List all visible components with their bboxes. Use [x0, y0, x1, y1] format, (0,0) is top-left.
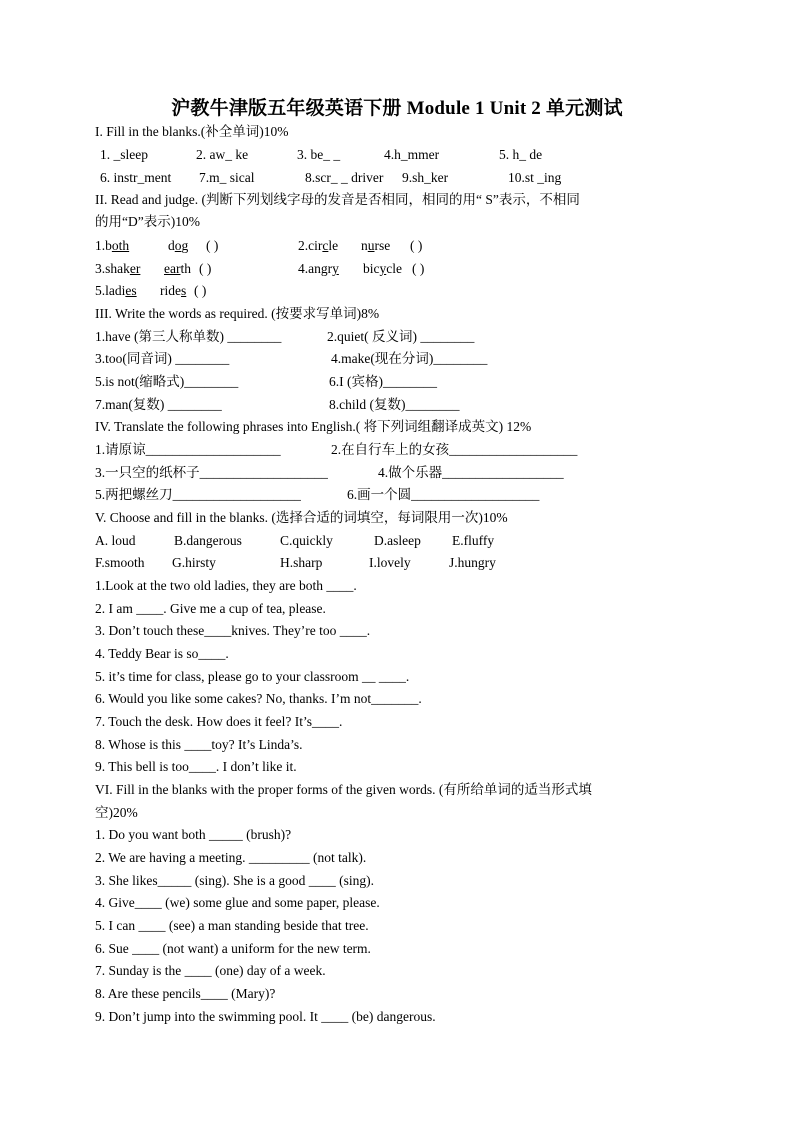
- s5-question: 8. Whose is this ____toy? It’s Linda’s.: [95, 737, 303, 752]
- s3-item: 5.is not(缩略式)________: [95, 374, 239, 389]
- s5-question: 5. it’s time for class, please go to your classroom __ ____.: [95, 669, 410, 684]
- s5-option: A. loud: [95, 533, 136, 548]
- s6-question: 9. Don’t jump into the swimming pool. It ____ (be) dangerous.: [95, 1009, 436, 1024]
- s5-option: G.hirsty: [172, 555, 216, 570]
- s5-option: H.sharp: [280, 555, 323, 570]
- s2-item-answer: ( ): [412, 261, 425, 276]
- section-5-heading: V. Choose and fill in the blanks. (选择合适的词填空，每词限用一次)10%: [95, 510, 508, 525]
- s1-item: 1. _sleep: [100, 147, 148, 162]
- s3-item: 3.too(同音词) ________: [95, 351, 230, 366]
- s4-item: 1.请原谅____________________: [95, 442, 281, 457]
- s1-item: 2. aw_ ke: [196, 147, 249, 162]
- s1-item: 7.m_ sical: [199, 170, 255, 185]
- s4-item: 2.在自行车上的女孩___________________: [331, 442, 578, 457]
- s2-item-word2: dog: [168, 238, 189, 253]
- section-2-heading: II. Read and judge. (判断下列划线字母的发音是否相同，相同的用“ S”表示，不相同: [95, 192, 580, 207]
- s6-question: 3. She likes_____ (sing). She is a good ____ (sing).: [95, 873, 374, 888]
- s5-option: E.fluffy: [452, 533, 495, 548]
- s2-item-word1: 4.angry: [298, 261, 339, 276]
- s4-item: 5.两把螺丝刀___________________: [95, 487, 301, 502]
- s2-item-word1: 3.shaker: [95, 261, 141, 276]
- s6-question: 2. We are having a meeting. _________ (not talk).: [95, 850, 367, 865]
- s5-option: B.dangerous: [174, 533, 242, 548]
- s2-item-answer: ( ): [206, 238, 219, 253]
- section-3-heading: III. Write the words as required. (按要求写单词)8%: [95, 306, 380, 321]
- s5-question: 2. I am ____. Give me a cup of tea, please.: [95, 601, 326, 616]
- s1-item: 5. h_ de: [499, 147, 543, 162]
- s2-item-answer: ( ): [410, 238, 423, 253]
- s1-item: 6. instr_ment: [100, 170, 172, 185]
- s4-item: 3.一只空的纸杯子___________________: [95, 465, 328, 480]
- s6-question: 6. Sue ____ (not want) a uniform for the new term.: [95, 941, 371, 956]
- s6-question: 5. I can ____ (see) a man standing beside that tree.: [95, 918, 369, 933]
- s4-item: 6.画一个圆___________________: [347, 487, 540, 502]
- s1-item: 9.sh_ker: [402, 170, 449, 185]
- s1-item: 10.st _ing: [508, 170, 562, 185]
- s5-option: C.quickly: [280, 533, 333, 548]
- s5-question: 1.Look at the two old ladies, they are both ____.: [95, 578, 357, 593]
- s6-question: 7. Sunday is the ____ (one) day of a week.: [95, 963, 326, 978]
- s5-option: J.hungry: [449, 555, 496, 570]
- s3-item: 2.quiet( 反义词) ________: [327, 329, 475, 344]
- s2-item-word2: nurse: [361, 238, 391, 253]
- s1-item: 4.h_mmer: [384, 147, 440, 162]
- section-2-heading-cont: 的用“D”表示)10%: [95, 214, 200, 229]
- s2-item-word2: bicycle: [363, 261, 402, 276]
- s2-item-word1: 2.circle: [298, 238, 339, 253]
- s2-item-answer: ( ): [199, 261, 212, 276]
- s3-item: 8.child (复数)________: [329, 397, 460, 412]
- s1-item: 3. be_ _: [297, 147, 341, 162]
- s3-item: 7.man(复数) ________: [95, 397, 222, 412]
- section-1-heading: I. Fill in the blanks.(补全单词)10%: [95, 124, 289, 139]
- s3-item: 1.have (第三人称单数) ________: [95, 329, 282, 344]
- s6-question: 4. Give____ (we) some glue and some paper, please.: [95, 895, 380, 910]
- s5-question: 9. This bell is too____. I don’t like it.: [95, 759, 297, 774]
- s1-item: 8.scr_ _ driver: [305, 170, 384, 185]
- s5-option: D.asleep: [374, 533, 421, 548]
- section-4-heading: IV. Translate the following phrases into English.( 将下列词组翻译成英文) 12%: [95, 419, 532, 434]
- section-6-heading: VI. Fill in the blanks with the proper forms of the given words. (有所给单词的适当形式填: [95, 782, 592, 797]
- s5-question: 6. Would you like some cakes? No, thanks. I’m not_______.: [95, 691, 422, 706]
- page-title: 沪教牛津版五年级英语下册 Module 1 Unit 2 单元测试: [171, 98, 623, 119]
- s5-question: 3. Don’t touch these____knives. They’re too ____.: [95, 623, 371, 638]
- s5-question: 4. Teddy Bear is so____.: [95, 646, 229, 661]
- s4-item: 4.做个乐器__________________: [378, 465, 564, 480]
- s5-question: 7. Touch the desk. How does it feel? It’s____.: [95, 714, 343, 729]
- s5-option: I.lovely: [369, 555, 411, 570]
- s2-item-word2: rides: [160, 283, 187, 298]
- section-6-heading-cont: 空)20%: [95, 805, 138, 820]
- s2-item-answer: ( ): [194, 283, 207, 298]
- s6-question: 1. Do you want both _____ (brush)?: [95, 827, 292, 842]
- s6-question: 8. Are these pencils____ (Mary)?: [95, 986, 276, 1001]
- s3-item: 6.I (宾格)________: [329, 374, 437, 389]
- s3-item: 4.make(现在分词)________: [331, 351, 488, 366]
- s2-item-word2: earth: [164, 261, 191, 276]
- s5-option: F.smooth: [95, 555, 145, 570]
- s2-item-word1: 5.ladies: [95, 283, 137, 298]
- s2-item-word1: 1.both: [95, 238, 130, 253]
